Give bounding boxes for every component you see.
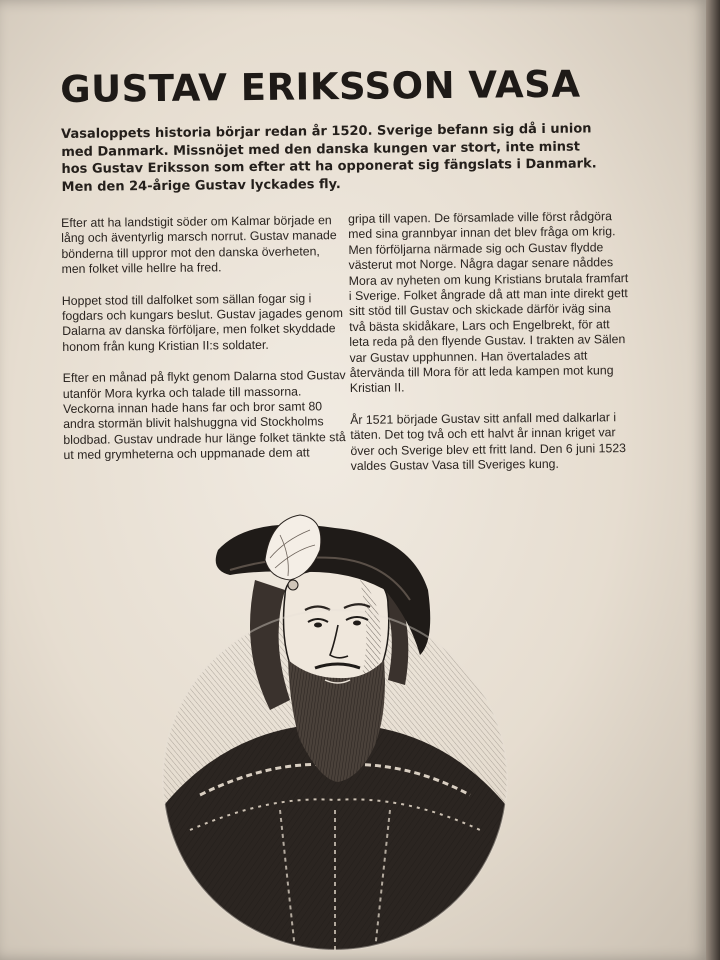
body-paragraph: Efter en månad på flykt genom Dalarna stod Gustav utanför Mora kyrka och talade till massorna. Veckorna innan hade hans far och bror samt 80 andra stormän blivit halshuggna vid Stockholms blodbad. Gustav undrade hur länge folket tänkte stå ut med grymheterna och uppmanade dem att [62,368,346,463]
text-column-left [61,213,349,480]
intro-paragraph: Vasaloppets historia börjar redan år 1520. Sverige befann sig då i union med Danmark. Missnöjet med den danska kungen var stort, inte minst hos Gustav Eriksson som efter att ha opponerat sig fängslats i Danmark. Men den 24-årige Gustav lyckades fly. [61,121,597,195]
text-column-right [348,209,631,490]
panel-edge-shadow [706,0,720,960]
body-paragraph: gripa till vapen. De församlade ville först rådgöra med sina grannbyar innan det blev fråga om krig. Men förföljarna närmade sig och Gustav flydde västerut mot Norge. Några dagar senare nåddes Mora av nyheten om kung Kristians brutala framfart i Sverige. Folket ångrade då att man inte direkt gett sitt stöd till Gustav och skickade därför iväg sina två bästa skidåkare, Lars och Engelbrekt, för att leta reda på den flyende Gustav. I trakten av Sälen var Gustav upphunnen. Han övertalades att återvända till Mora för att leda kampen mot kung Kristian II. [348,209,629,396]
body-paragraph: Efter att ha landstigit söder om Kalmar började en lång och äventyrlig marsch norrut. Gustav manade bönderna till uppror mot den danska överheten, men folket ville hellre ha fred. [61,213,337,277]
body-paragraph: Hoppet stod till dalfolket som sällan fogar sig i fogdars och kungars beslut. Gustav jagades genom Dalarna av danska förföljare, men folket skyddade honom från kung Kristian II:s soldater. [61,291,344,354]
engraved-portrait-icon [160,510,510,950]
body-paragraph: År 1521 började Gustav sitt anfall med dalkarlar i täten. Det tog två och ett halvt år innan kriget var över och Sverige blev ett fritt land. Den 6 juni 1523 valdes Gustav Vasa till Sveriges kung. [350,410,627,474]
page-title: GUSTAV ERIKSSON VASA [60,62,581,111]
